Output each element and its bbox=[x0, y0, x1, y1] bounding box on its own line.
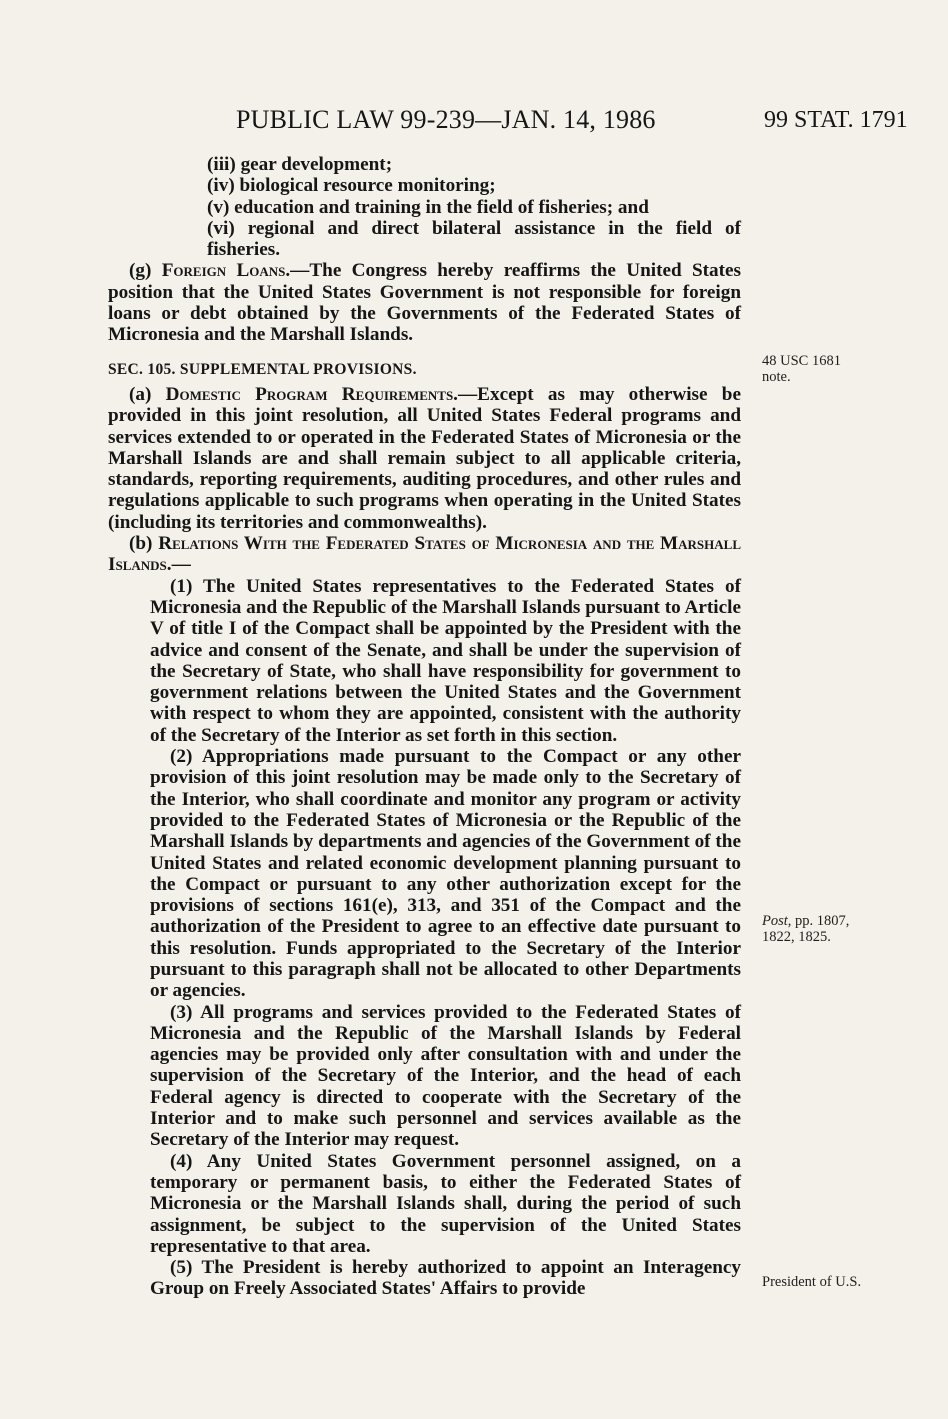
statute-page-number: 99 STAT. 1791 bbox=[764, 107, 908, 133]
subsection-a-lead: (a) bbox=[129, 383, 166, 405]
subsection-g-lead: (g) bbox=[129, 260, 162, 282]
subsection-a bbox=[108, 384, 741, 533]
paragraph-2: (2) Appropriations made pursuant to the Compact or any other provision of this joint resolution may be made only to the Secretary of the Interior, who shall coordinate and monitor any program or activity provided to the Federated States of Micronesia or the Republic of the Marshall Islands by departments and agencies of the Government of the United States and related economic development planning pursuant to the Compact or pursuant to any other authorization except for the provisions of sections 161(e), 313, and 351 of the Compact and the authorization of the President to agree to an effective date pursuant to this resolution. Funds appropriated to the Secretary of the Interior pursuant to this paragraph shall not be allocated to other Departments or agencies. bbox=[150, 746, 741, 1002]
subsection-a-text: —Except as may otherwise be provided in this joint resolution, all United States Federal programs and services extended to or operated in the Federated States of Micronesia or the Marshall Islands are and shall remain subject to all applicable criteria, standards, reporting requirements, auditing procedures, and other rules and regulations applicable to such programs when operating in the United States (including its territories and commonwealths). bbox=[108, 383, 741, 533]
margin-note-usc-line2: note. bbox=[762, 369, 791, 385]
margin-note-post-rest: pp. 1807, bbox=[791, 913, 850, 929]
page-header bbox=[0, 103, 948, 137]
subsection-a-caption: Domestic Program Requirements. bbox=[165, 383, 458, 405]
list-item: (iii) gear development; bbox=[207, 154, 393, 175]
paragraph-1: (1) The United States representatives to the Federated States of Micronesia and the Republic of the Marshall Islands pursuant to Article V of title I of the Compact shall be appointed by the President with the advice and consent of the Senate, and shall be under the supervision of the Secretary of State, who shall have responsibility for government to government relations between the United States and the Government with respect to whom they are appointed, consistent with the authority of the Secretary of the Interior as set forth in this section. bbox=[150, 575, 741, 746]
margin-note-post-line1 bbox=[762, 913, 849, 929]
subsection-b-caption: Relations With the Federated States of Micronesia and the Marshall Islands. bbox=[108, 533, 742, 576]
paragraph-5: (5) The President is hereby authorized to appoint an Interagency Group on Freely Associated States' Affairs to provide bbox=[150, 1257, 741, 1300]
subsection-g-caption: Foreign Loans. bbox=[161, 260, 291, 282]
subsection-b bbox=[108, 533, 741, 576]
page-title: PUBLIC LAW 99-239—JAN. 14, 1986 bbox=[236, 105, 656, 134]
subsection-g-text: —The Congress hereby reaffirms the United States position that the United States Government is not responsible for foreign loans or debt obtained by the Governments of the Federated States of Micronesia and the Marshall Islands. bbox=[108, 260, 742, 346]
subsection-b-text: — bbox=[171, 554, 191, 576]
subsection-b-lead: (b) bbox=[129, 533, 159, 555]
margin-note-post-line2: 1822, 1825. bbox=[762, 929, 831, 945]
paragraph-3: (3) All programs and services provided to the Federated States of Micronesia and the Republic of the Marshall Islands by Federal agencies may be provided only after consultation with and under the supervision of the Secretary of the Interior, and the head of each Federal agency is directed to cooperate with the Secretary of the Interior and to make such personnel and services available as the Secretary of the Interior may request. bbox=[150, 1001, 741, 1151]
margin-note-post bbox=[762, 913, 849, 945]
list-item: (iv) biological resource monitoring; bbox=[207, 175, 496, 197]
list-item: (vi) regional and direct bilateral assistance in the field of fisheries. bbox=[207, 217, 741, 261]
paragraph-4: (4) Any United States Government personnel assigned, on a temporary or permanent basis, to either the Federated States of Micronesia or the Marshall Islands shall, during the period of such assignment, be subject to the supervision of the United States representative to that area. bbox=[150, 1150, 741, 1257]
margin-note-post-italic: Post, bbox=[762, 913, 792, 929]
margin-note-president: President of U.S. bbox=[762, 1274, 862, 1290]
statute-body bbox=[108, 154, 741, 1300]
margin-note-usc bbox=[762, 353, 841, 385]
subsection-g bbox=[108, 260, 741, 345]
margin-note-usc-line1: 48 USC 1681 bbox=[762, 353, 841, 369]
list-item: (v) education and training in the field of fisheries; and bbox=[207, 196, 649, 218]
section-heading: SEC. 105. SUPPLEMENTAL PROVISIONS. bbox=[108, 360, 417, 378]
